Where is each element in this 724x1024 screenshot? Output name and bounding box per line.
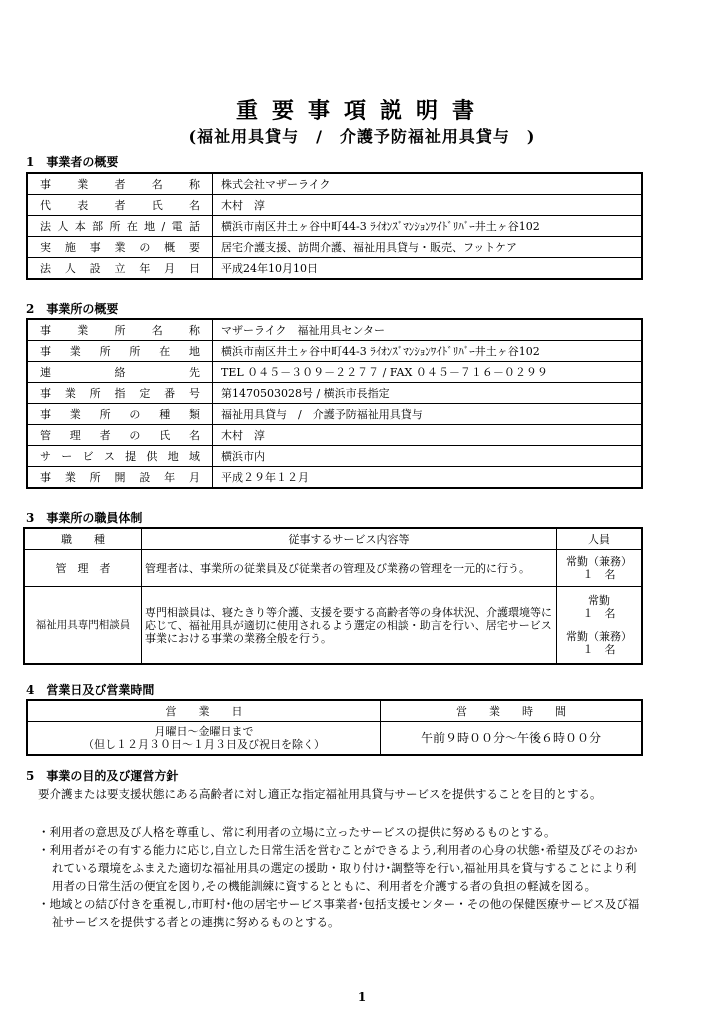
row-label: 連絡先: [27, 362, 213, 383]
column-header: 営 業 日: [27, 700, 381, 722]
table-row: [27, 216, 642, 237]
table-row: [27, 362, 642, 383]
table-row: [27, 446, 642, 467]
row-label: 事業者名称: [27, 173, 213, 195]
policy-list: [38, 823, 644, 931]
table-row: [27, 341, 642, 362]
row-value: 木村 淳: [213, 195, 643, 216]
column-header: 従事するサービス内容等: [142, 528, 557, 550]
row-value: 第1470503028号 / 横浜市長指定: [213, 383, 643, 404]
document-title: 重要事項説明書: [235, 98, 488, 124]
role-cell: 福祉用具専門相談員: [24, 587, 142, 665]
row-value: 福祉用具貸与 / 介護予防福祉用具貸与: [213, 404, 643, 425]
staff-type: 常勤（兼務）: [566, 555, 632, 568]
table-row: [27, 195, 642, 216]
table-header-row: [27, 700, 642, 722]
table-row: [24, 550, 642, 587]
column-header: 営 業 時 間: [381, 700, 643, 722]
row-label: 事業所開設年月: [27, 467, 213, 489]
staff-cell: [557, 587, 643, 665]
spacer: [557, 620, 641, 630]
table-header-row: [24, 528, 642, 550]
row-value: 株式会社マザーライク: [213, 173, 643, 195]
role-cell: 管 理 者: [24, 550, 142, 587]
staff-type: 常勤（兼務）: [566, 630, 632, 643]
staff-structure-table: [23, 527, 643, 665]
page-number: 1: [357, 990, 367, 1004]
row-value: 横浜市南区井土ヶ谷中町44-3 ﾗｲｵﾝｽﾞﾏﾝｼｮﾝﾜｲﾄﾞﾘﾊﾞｰ井土ヶ谷102: [213, 216, 643, 237]
business-days-cell: [27, 722, 381, 756]
table-row: [27, 383, 642, 404]
section4-heading: 4 営業日及び営業時間: [26, 683, 155, 697]
business-overview-table: [26, 172, 643, 280]
row-value: 平成24年10月10日: [213, 258, 643, 280]
row-label: サービス提供地域: [27, 446, 213, 467]
row-label: 実施事業の概要: [27, 237, 213, 258]
row-label: 事業所所在地: [27, 341, 213, 362]
section1-heading: 1 事業者の概要: [26, 155, 119, 169]
staff-type: 常勤: [588, 594, 610, 607]
staff-count: １ 名: [582, 643, 616, 656]
business-days-exception: （但し１２月３０日～１月３日及び祝日を除く）: [83, 738, 325, 751]
list-item: ・利用者の意思及び人格を尊重し、常に利用者の立場に立ったサービスの提供に努めるものとする。: [38, 825, 556, 839]
column-header: 人員: [557, 528, 643, 550]
row-value: 平成２９年１２月: [213, 467, 643, 489]
row-label: 管理者の氏名: [27, 425, 213, 446]
document-subtitle: (福祉用具貸与 / 介護予防福祉用具貸与 ): [188, 127, 536, 146]
row-label: 事業所指定番号: [27, 383, 213, 404]
business-hours-table: [26, 699, 643, 756]
row-value: 木村 淳: [213, 425, 643, 446]
table-row: [27, 258, 642, 280]
duty-cell: 専門相談員は、寝たきり等介護、支援を要する高齢者等の身体状況、介護環境等に応じて、福祉用具が適切に使用されるよう選定の相談・助言を行い、居宅サービス事業における事業の業務全般を行う。: [142, 587, 557, 665]
staff-count: １ 名: [582, 568, 616, 581]
staff-count: １ 名: [582, 607, 616, 620]
column-header: 職 種: [24, 528, 142, 550]
business-hours: 午前９時００分～午後６時００分: [381, 722, 643, 756]
row-value: TEL ０４５－３０９－２２７７ / FAX ０４５－７１６－０２９９: [213, 362, 643, 383]
list-item: ・地域との結び付きを重視し,市町村･他の居宅サービス事業者･包括支援センター・その他の保健医療サービス及び福祉サービスを提供する者との連携に努めるものとする。: [38, 897, 640, 929]
table-row: [27, 425, 642, 446]
purpose-intro: 要介護または要支援状態にある高齢者に対し適正な指定福祉用具貸与サービスを提供することを目的とする。: [38, 787, 602, 801]
row-label: 事業所の種類: [27, 404, 213, 425]
duty-cell: 管理者は、事業所の従業員及び従業者の管理及び業務の管理を一元的に行う。: [142, 550, 557, 587]
business-days: 月曜日～金曜日まで: [154, 725, 254, 738]
table-row: [27, 722, 642, 756]
office-overview-table: [26, 318, 643, 489]
row-value: 居宅介護支援、訪問介護、福祉用具貸与・販売、フットケア: [213, 237, 643, 258]
table-row: [27, 467, 642, 489]
row-value: 横浜市南区井土ヶ谷中町44-3 ﾗｲｵﾝｽﾞﾏﾝｼｮﾝﾜｲﾄﾞﾘﾊﾞｰ井土ヶ谷102: [213, 341, 643, 362]
table-row: [27, 319, 642, 341]
list-item: ・利用者がその有する能力に応じ,自立した日常生活を営むことができるよう,利用者の心身の状態･希望及びそのおかれている環境をふまえた適切な福祉用具の選定の援助・取り付け･調整等を行い,福祉用具を貸与することにより利用者の日常生活の便宜を図り,その機能訓練に資するとともに、利用者を介護する者の負担の軽減を図る。: [38, 843, 638, 893]
section3-heading: 3 事業所の職員体制: [26, 511, 143, 525]
section5-heading: 5 事業の目的及び運営方針: [26, 769, 179, 783]
table-row: [27, 173, 642, 195]
row-value: 横浜市内: [213, 446, 643, 467]
row-label: 法人設立年月日: [27, 258, 213, 280]
table-row: [24, 587, 642, 665]
row-label: 法人本部所在地/電話: [27, 216, 213, 237]
staff-cell: [557, 550, 643, 587]
row-value: マザーライク 福祉用具センター: [213, 319, 643, 341]
row-label: 事業所名称: [27, 319, 213, 341]
section2-heading: 2 事業所の概要: [26, 302, 119, 316]
table-row: [27, 237, 642, 258]
row-label: 代表者氏名: [27, 195, 213, 216]
table-row: [27, 404, 642, 425]
